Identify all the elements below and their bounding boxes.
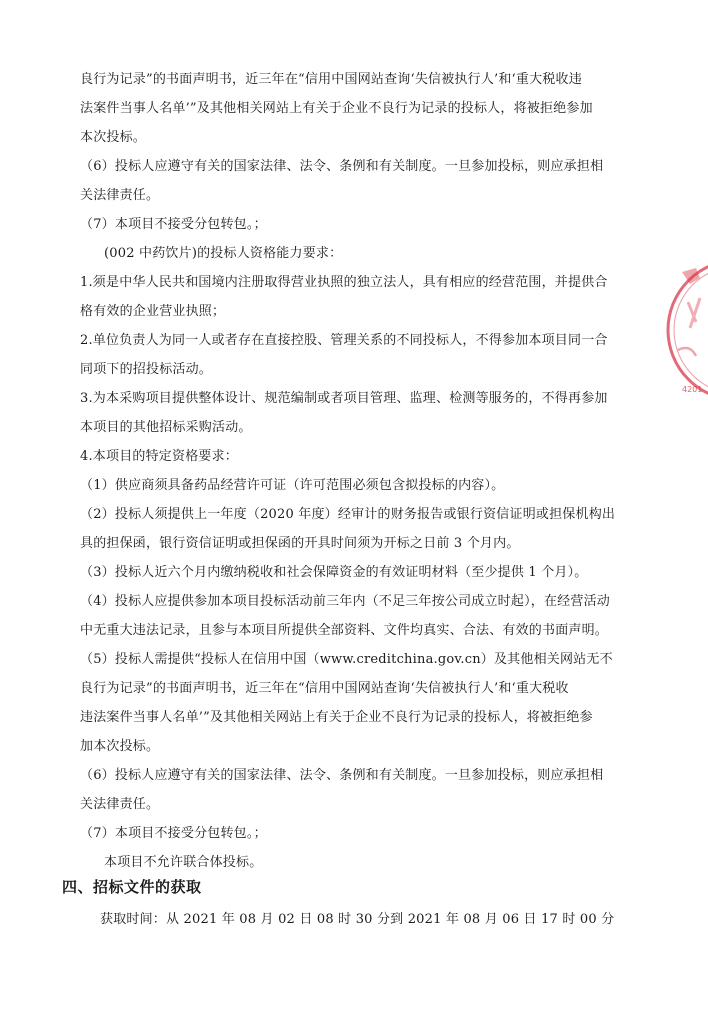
text-line: （6）投标人应遵守有关的国家法律、法令、条例和有关制度。一旦参加投标，则应承担相 [80,768,604,783]
seal-number: 4201 [682,385,703,394]
text-line: 本项目不允许联合体投标。 [104,855,263,870]
text-line: 加本次投标。 [80,739,160,754]
text-line: 1.须是中华人民共和国境内注册取得营业执照的独立法人，具有相应的经营范围，并提供合 [80,275,608,290]
section-heading: 四、招标文件的获取 [62,878,202,896]
acquire-time: 获取时间：从 2021 年 08 月 02 日 08 时 30 分到 2021 年 08 月 06 日 17 时 00 分 [100,912,615,927]
text-line: 本次投标。 [80,130,147,145]
text-line: （1）供应商须具备药品经营许可证（许可范围必须包含拟投标的内容）。 [80,478,505,493]
text-line: （3）投标人近六个月内缴纳税收和社会保障资金的有效证明材料（至少提供 1 个月）。 [80,565,588,580]
text-line: （2）投标人须提供上一年度（2020 年度）经审计的财务报告或银行资信证明或担保机构出 [80,507,616,522]
text-line: 关法律责任。 [80,188,160,203]
text-line: 格有效的企业营业执照； [80,304,226,319]
text-line: （6）投标人应遵守有关的国家法律、法令、条例和有关制度。一旦参加投标，则应承担相 [80,159,604,174]
text-line: 违法案件当事人名单’”及其他相关网站上有关于企业不良行为记录的投标人，将被拒绝参 [80,710,593,725]
text-line: (002 中药饮片)的投标人资格能力要求： [104,246,343,261]
text-line: 同项下的招投标活动。 [80,362,213,377]
text-line: 良行为记录”的书面声明书，近三年在“信用中国网站查询‘失信被执行人’和‘重大税收 [80,681,569,696]
text-line: （4）投标人应提供参加本项目投标活动前三年内（不足三年按公司成立时起），在经营活动 [80,594,610,609]
text-line: 具的担保函，银行资信证明或担保函的开具时间须为开标之日前 3 个月内。 [80,536,520,551]
text-line: （5）投标人需提供“投标人在信用中国（www.creditchina.gov.cn）及其他相关网站无不 [80,652,613,667]
text-line: 良行为记录”的书面声明书，近三年在“信用中国网站查询‘失信被执行人’和‘重大税收违 [80,72,582,87]
text-line: 3.为本采购项目提供整体设计、规范编制或者项目管理、监理、检测等服务的，不得再参加 [80,391,608,406]
text-line: 关法律责任。 [80,797,160,812]
text-line: 4.本项目的特定资格要求： [80,449,239,464]
text-line: （7）本项目不接受分包转包。； [80,217,267,232]
text-line: 2.单位负责人为同一人或者存在直接控股、管理关系的不同投标人，不得参加本项目同一合 [80,333,608,348]
official-seal [660,250,708,410]
seal-graphic [660,250,708,410]
text-line: （7）本项目不接受分包转包。； [80,826,267,841]
text-line: 法案件当事人名单’”及其他相关网站上有关于企业不良行为记录的投标人，将被拒绝参加 [80,101,593,116]
text-line: 本项目的其他招标采购活动。 [80,420,252,435]
text-line: 中无重大违法记录，且参与本项目所提供全部资料、文件均真实、合法、有效的书面声明。 [80,623,609,638]
